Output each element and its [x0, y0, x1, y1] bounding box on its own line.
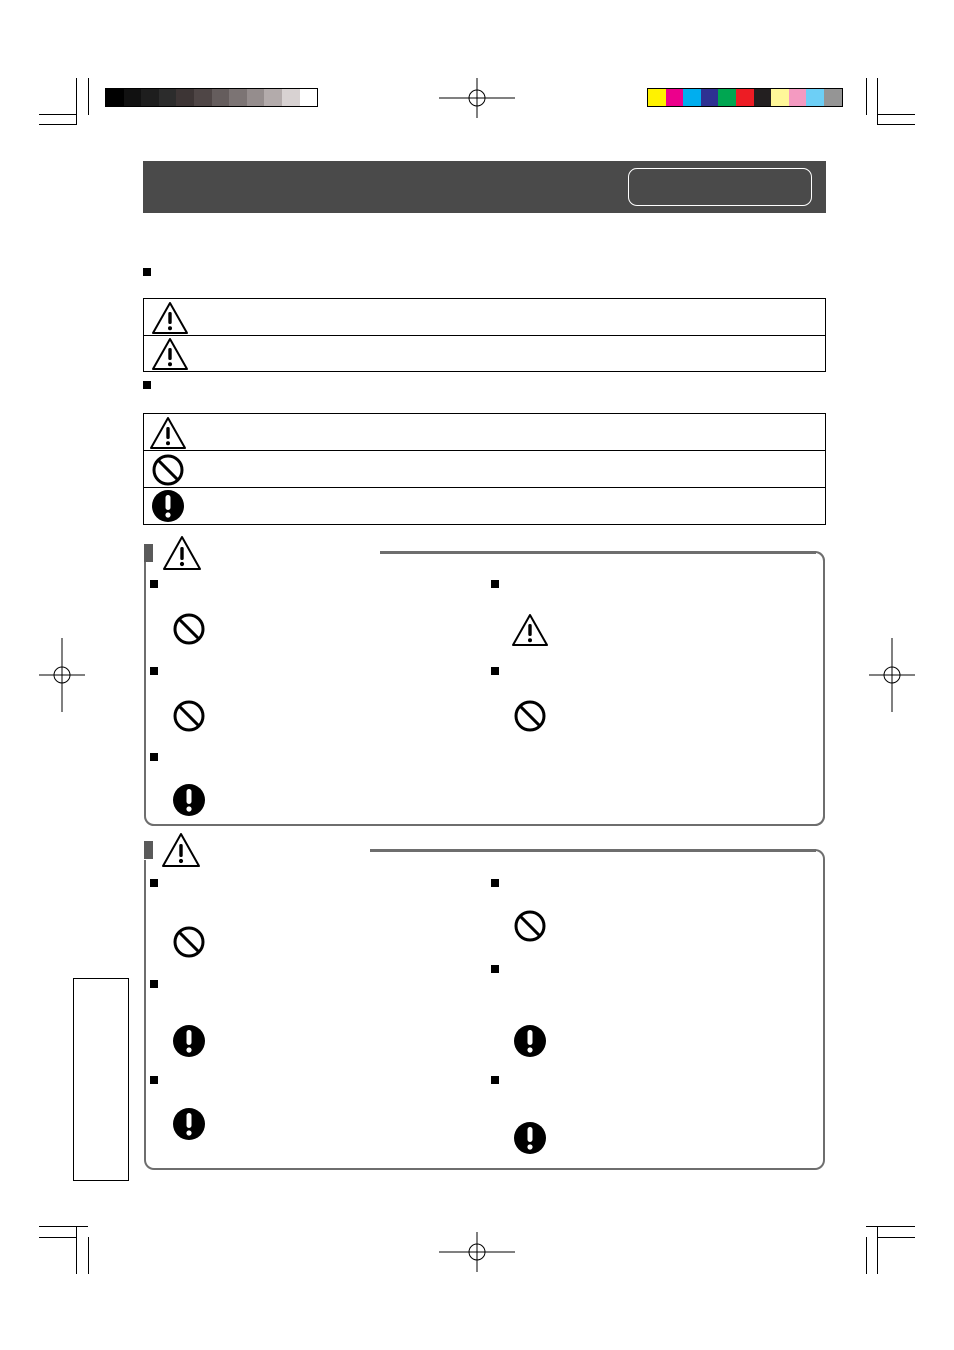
color-swatch	[194, 89, 212, 106]
bullet-square	[150, 580, 158, 588]
bullet-square	[150, 753, 158, 761]
color-swatch	[300, 89, 318, 106]
grayscale-color-bar	[105, 88, 318, 107]
color-swatch	[282, 89, 300, 106]
process-color-bar	[647, 88, 843, 107]
color-swatch	[159, 89, 177, 106]
color-swatch	[824, 89, 842, 106]
color-swatch	[789, 89, 807, 106]
color-swatch	[264, 89, 282, 106]
bullet-square	[491, 965, 499, 973]
bullet-square	[150, 1076, 158, 1084]
mandatory-exclamation-icon	[151, 489, 185, 523]
header-tag	[628, 168, 812, 206]
legend-row	[144, 451, 825, 488]
registration-mark-icon	[39, 638, 85, 712]
caution-triangle-icon	[149, 416, 187, 450]
bullet-square	[150, 667, 158, 675]
color-swatch	[648, 89, 666, 106]
registration-mark-icon	[439, 1232, 515, 1272]
bullet-square	[143, 268, 151, 276]
bullet-square	[491, 667, 499, 675]
color-swatch	[806, 89, 824, 106]
bullet-square	[491, 580, 499, 588]
legend-symbols-table	[143, 413, 826, 525]
bullet-square	[491, 879, 499, 887]
caution-triangle-icon	[511, 613, 549, 647]
bullet-square	[150, 980, 158, 988]
legend-row	[144, 488, 825, 524]
color-swatch	[212, 89, 230, 106]
color-swatch	[754, 89, 772, 106]
section-tab-marker	[144, 841, 153, 859]
mandatory-exclamation-icon	[513, 1121, 547, 1155]
prohibited-icon	[172, 612, 206, 646]
color-swatch	[666, 89, 684, 106]
prohibited-icon	[172, 925, 206, 959]
color-swatch	[124, 89, 142, 106]
color-swatch	[718, 89, 736, 106]
mandatory-exclamation-icon	[172, 1107, 206, 1141]
section-frame-corner	[806, 849, 825, 869]
side-index-tab	[73, 978, 129, 1181]
registration-mark-icon	[869, 638, 915, 712]
registration-mark-icon	[439, 78, 515, 118]
color-swatch	[176, 89, 194, 106]
prohibited-icon	[172, 699, 206, 733]
section-rule	[370, 849, 816, 852]
legend-row	[144, 414, 825, 451]
mandatory-exclamation-icon	[513, 1024, 547, 1058]
prohibited-icon	[513, 909, 547, 943]
color-swatch	[771, 89, 789, 106]
warning-triangle-icon	[151, 301, 189, 335]
bullet-square	[491, 1076, 499, 1084]
prohibited-icon	[151, 453, 185, 487]
color-swatch	[683, 89, 701, 106]
color-swatch	[229, 89, 247, 106]
legend-row	[144, 336, 825, 371]
color-swatch	[736, 89, 754, 106]
mandatory-exclamation-icon	[172, 783, 206, 817]
warning-triangle-icon	[151, 337, 189, 371]
color-swatch	[247, 89, 265, 106]
color-swatch	[106, 89, 124, 106]
color-swatch	[141, 89, 159, 106]
legend-severity-table	[143, 298, 826, 372]
bullet-square	[150, 879, 158, 887]
bullet-square	[143, 381, 151, 389]
color-swatch	[701, 89, 719, 106]
legend-row	[144, 299, 825, 336]
prohibited-icon	[513, 699, 547, 733]
section-frame	[144, 562, 825, 826]
section-frame	[144, 860, 825, 1170]
section-frame-corner	[806, 551, 825, 571]
mandatory-exclamation-icon	[172, 1024, 206, 1058]
section-rule	[380, 551, 816, 554]
